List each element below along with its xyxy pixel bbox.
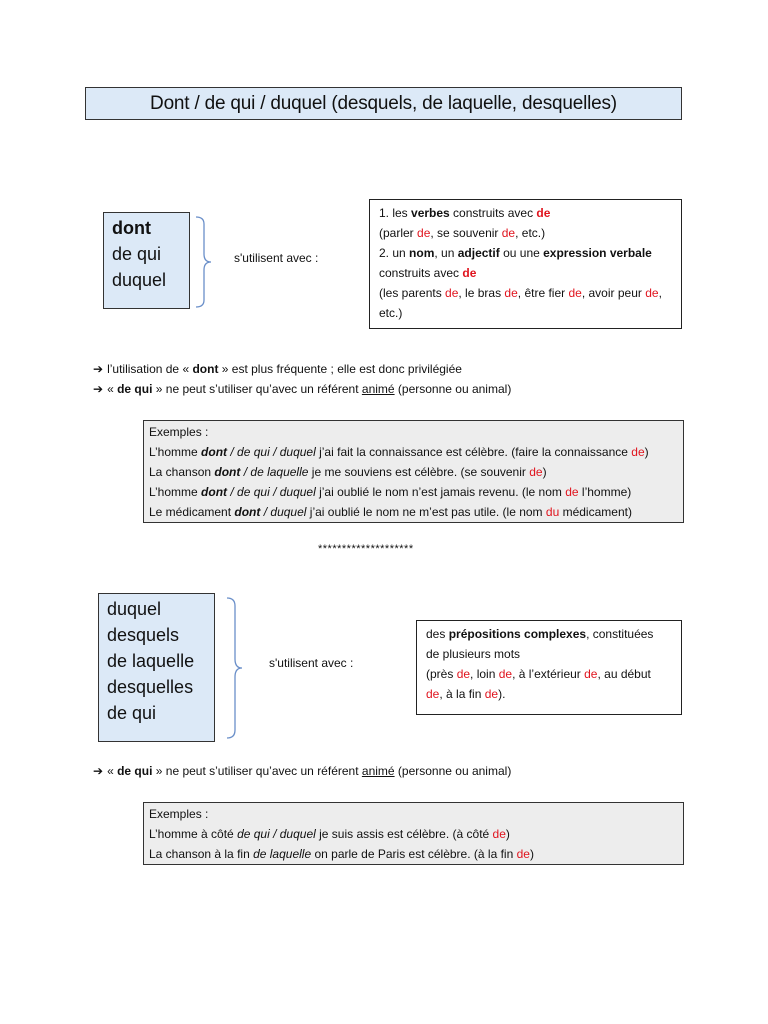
examples-box-1 <box>143 420 684 523</box>
text-bold: de qui <box>117 382 153 396</box>
rule1-line6: etc.) <box>379 306 403 320</box>
text-bold: prépositions complexes <box>448 627 587 641</box>
text-red: de <box>501 226 516 240</box>
text-red: de <box>417 226 431 240</box>
rule1-line2 <box>379 223 672 243</box>
pronoun-de-qui: de qui <box>107 703 157 723</box>
text: on parle de Paris est célèbre. (à la fin <box>311 847 517 861</box>
text-bold: verbes <box>411 206 450 220</box>
text: « <box>107 764 118 778</box>
text-bold: de qui <box>117 764 153 778</box>
text-red: de <box>492 827 506 841</box>
examples-heading: Exemples : <box>149 425 209 439</box>
text-red: de <box>445 286 459 300</box>
text: Le médicament <box>149 505 235 519</box>
sutilisent-label-1: s'utilisent avec : <box>234 251 319 265</box>
text: construits avec <box>379 266 463 280</box>
text-red: de <box>584 667 598 681</box>
text-italic: de qui / duquel <box>237 827 316 841</box>
example-line <box>149 482 678 502</box>
text-red: de <box>568 286 582 300</box>
rule2-line1 <box>426 624 672 644</box>
text: » ne peut s’utiliser qu’avec un référent <box>152 382 362 396</box>
text-red: de <box>456 667 471 681</box>
note-dont-frequent <box>93 359 462 379</box>
text: La chanson <box>149 465 215 479</box>
rule2-line2: de plusieurs mots <box>426 647 521 661</box>
text-italic: / de qui / duquel <box>227 485 316 499</box>
text-bold-italic: dont <box>234 505 261 519</box>
text: je suis assis est célèbre. (à côté <box>315 827 493 841</box>
pronoun-duquel: duquel <box>112 270 167 290</box>
text: l’homme) <box>578 485 632 499</box>
text-bold: dont <box>192 362 219 376</box>
text-italic: / de laquelle <box>240 465 309 479</box>
text: , le bras <box>458 286 505 300</box>
text: , etc.) <box>515 226 546 240</box>
examples-box-2 <box>143 802 684 865</box>
text-red: de <box>565 485 579 499</box>
text-italic: / de qui / duquel <box>227 445 316 459</box>
text: La chanson à la fin <box>149 847 254 861</box>
rule1-line3 <box>379 243 672 263</box>
arrow-right-icon: ➔ <box>93 382 104 396</box>
text: , avoir peur <box>581 286 646 300</box>
text: (parler <box>379 226 418 240</box>
rule2-line3 <box>426 664 672 684</box>
text: j’ai oublié le nom n’est jamais revenu. (le nom <box>315 485 566 499</box>
example-line <box>149 462 678 482</box>
pronoun-box-2 <box>98 593 215 742</box>
text: 2. un <box>379 246 410 260</box>
pronoun-desquelles: desquelles <box>107 677 194 697</box>
rule-box-1 <box>369 199 682 329</box>
text: (les parents <box>379 286 446 300</box>
note-de-qui-anime <box>93 379 511 399</box>
text-underlined: animé <box>361 382 395 396</box>
text: ). <box>498 687 506 701</box>
text: , <box>658 286 662 300</box>
text-red: de <box>484 687 499 701</box>
text: , à la fin <box>439 687 485 701</box>
text: , être fier <box>517 286 569 300</box>
text: ou une <box>499 246 544 260</box>
pronoun-de-qui: de qui <box>112 244 162 264</box>
sutilisent-label-2: s'utilisent avec : <box>269 656 354 670</box>
text-red: de <box>536 206 551 220</box>
text: , à l’extérieur <box>512 667 585 681</box>
brace-icon <box>225 597 247 739</box>
text: , constituées <box>586 627 654 641</box>
example-line <box>149 502 678 522</box>
text-bold: nom <box>409 246 435 260</box>
text: (près <box>426 667 457 681</box>
text-italic: / duquel <box>260 505 307 519</box>
text: L’homme à côté <box>149 827 238 841</box>
text-bold-italic: dont <box>201 485 228 499</box>
pronoun-de-laquelle: de laquelle <box>107 651 195 671</box>
text-red: de <box>462 266 477 280</box>
example-line <box>149 442 678 462</box>
text: » ne peut s’utiliser qu’avec un référent <box>152 764 362 778</box>
text-bold: adjectif <box>457 246 500 260</box>
text-italic: de laquelle <box>253 847 312 861</box>
rule1-line1 <box>379 203 672 223</box>
text: , un <box>434 246 458 260</box>
brace-icon <box>194 216 216 308</box>
page-title <box>85 87 682 120</box>
pronoun-box-1 <box>103 212 190 309</box>
pronoun-desquels: desquels <box>107 625 180 645</box>
text-red: de <box>645 286 659 300</box>
text: L’homme <box>149 445 202 459</box>
text-red: de <box>529 465 543 479</box>
text: , loin <box>470 667 499 681</box>
text: ) <box>529 847 534 861</box>
examples-heading: Exemples : <box>149 807 209 821</box>
text-bold-italic: dont <box>201 445 228 459</box>
text-red: de <box>498 667 513 681</box>
text: j’ai fait la connaissance est célèbre. (faire la connaissance <box>315 445 632 459</box>
pronoun-dont: dont <box>112 218 151 238</box>
text: l’utilisation de « <box>107 362 193 376</box>
text: construits avec <box>449 206 537 220</box>
text: , au début <box>597 667 651 681</box>
rule1-line4 <box>379 263 672 283</box>
arrow-right-icon: ➔ <box>93 362 104 376</box>
text: » est plus fréquente ; elle est donc privilégiée <box>218 362 462 376</box>
text: ) <box>542 465 547 479</box>
text-red: de <box>426 687 440 701</box>
text-underlined: animé <box>361 764 395 778</box>
text: je me souviens est célèbre. (se souvenir <box>308 465 530 479</box>
rule2-line4 <box>426 684 672 704</box>
example-line <box>149 824 678 844</box>
text: j’ai oublié le nom ne m’est pas utile. (le nom <box>306 505 546 519</box>
text: (personne ou animal) <box>394 764 512 778</box>
note-de-qui-anime-2 <box>93 761 511 781</box>
page-title-text: Dont / de qui / duquel (desquels, de laquelle, desquelles) <box>150 92 617 114</box>
arrow-right-icon: ➔ <box>93 764 104 778</box>
text: des <box>426 627 449 641</box>
text-bold: expression verbale <box>543 246 652 260</box>
text-red: de <box>631 445 645 459</box>
pronoun-duquel: duquel <box>107 599 162 619</box>
text: ) <box>644 445 649 459</box>
text: L’homme <box>149 485 202 499</box>
text-red: de <box>504 286 518 300</box>
text: médicament) <box>559 505 632 519</box>
text: « <box>107 382 118 396</box>
text-red: du <box>545 505 560 519</box>
separator-stars: ******************** <box>318 543 414 555</box>
rule1-line5 <box>379 283 672 303</box>
text-red: de <box>516 847 530 861</box>
text: (personne ou animal) <box>394 382 512 396</box>
text: ) <box>505 827 510 841</box>
text-bold-italic: dont <box>214 465 241 479</box>
text: , se souvenir <box>430 226 502 240</box>
text: 1. les <box>379 206 412 220</box>
example-line <box>149 844 678 864</box>
rule-box-2 <box>416 620 682 715</box>
